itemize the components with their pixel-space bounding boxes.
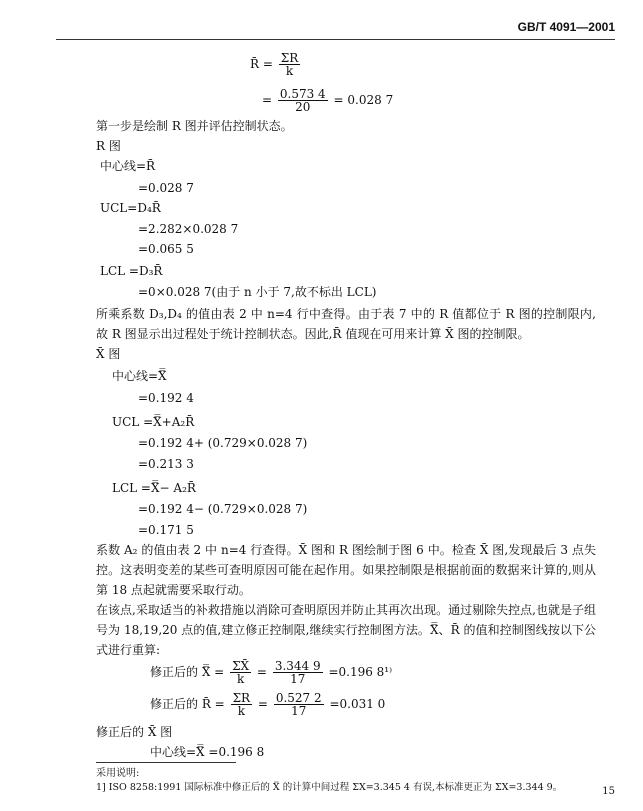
rbar-fraction2 [278,88,328,113]
x-center-value: =0.192 4 [138,391,194,405]
revised-x-fraction2 [273,660,323,685]
footnote-label: 采用说明: [96,768,140,779]
rbar-numerator2: 0.573 4 [279,87,326,101]
r-ucl-label: UCL=D₄R̄ [100,201,161,215]
rbar-eq: = [262,93,273,107]
x-lcl-calc: =0.192 4− (0.729×0.028 7) [138,502,308,516]
r-lcl-label: LCL =D₃R̄ [100,264,163,278]
revised-x-result: =0.196 8¹⁾ [328,665,393,679]
r-chart-title: R 图 [96,139,121,153]
rbar-fraction [279,52,301,77]
r-ucl-calc: =2.282×0.028 7 [138,222,239,236]
x-chart-title: X̄ 图 [96,347,121,361]
step-one-text: 第一步是绘制 R 图并评估控制状态。 [96,119,293,133]
revised-r-numerator: ΣR [232,691,251,705]
revised-r-lhs: 修正后的 R̄ = [150,697,225,711]
revised-r-fraction2 [274,692,324,717]
r-center-value: =0.028 7 [138,181,194,195]
x-lcl-value: =0.171 5 [138,523,194,537]
revised-r-numerator2: 0.527 2 [275,691,322,705]
revised-x-fraction [230,660,251,685]
revised-r-result: =0.031 0 [329,697,386,711]
revised-r-eq: = [257,697,268,711]
revised-r-formula [150,692,385,717]
revised-x-numerator2: 3.344 9 [274,659,321,673]
revised-x-eq: = [256,665,267,679]
paragraph-out-of-control: 系数 A₂ 的值由表 2 中 n=4 行查得。X̄ 图和 R 图绘制于图 6 中。检查 X̄ 图,发现最后 3 点失控。这表明变差的某些可查明原因可能在起作用。如果控制限是根据前面的数据来计算的,则从第 18 点起就需要采取行动。 [96,543,596,597]
paragraph-coefficients: 所乘系数 D₃,D₄ 的值由表 2 中 n=4 行中查得。由于表 7 中的 R 值都位于 R 图的控制限内,故 R 图显示出过程处于统计控制状态。因此,R̄ 值现在可用来计算 X̄ 图的控制限。 [96,307,596,341]
revised-r-denominator2: 17 [291,704,307,718]
page-number: 15 [602,786,615,797]
rbar-formula-line2 [262,88,393,113]
revised-r-denominator: k [237,704,245,718]
x-ucl-calc: =0.192 4+ (0.729×0.028 7) [138,436,308,450]
x-center-label: 中心线=X̿ [112,369,167,383]
x-ucl-label: UCL =X̿+A₂R̄ [112,415,195,429]
paragraph-revision: 在该点,采取适当的补救措施以消除可查明原因并防止其再次出现。通过剔除失控点,也就是子组号为 18,19,20 点的值,建立修正控制限,继续实行控制图方法。X̿、R̄ 的值和控制图线按以下公式进行重算: [96,603,596,657]
x-lcl-label: LCL =X̿− A₂R̄ [112,481,196,495]
header-rule [56,39,615,40]
revised-center-line: 中心线=X̿ =0.196 8 [150,745,265,759]
r-ucl-value: =0.065 5 [138,242,194,256]
footnote-text: 1] ISO 8258:1991 国际标准中修正后的 X̿ 的计算中间过程 ΣX=3.345 4 有误,本标准更正为 ΣX=3.344 9。 [96,782,563,793]
revised-xchart-title: 修正后的 X̄ 图 [96,725,173,739]
revised-r-fraction [231,692,253,717]
revised-x-lhs: 修正后的 X̿ = [150,665,225,679]
rbar-lhs: R̄ = [250,57,273,71]
revised-x-numerator: ΣX̄ [232,659,250,673]
x-ucl-value: =0.213 3 [138,457,194,471]
standard-number: GB/T 4091—2001 [517,20,615,34]
rbar-denominator2: 20 [295,100,311,114]
revised-x-formula [150,660,392,685]
rbar-denominator: k [285,64,294,78]
rbar-numerator: ΣR [280,51,299,65]
rbar-formula [250,52,302,77]
r-lcl-calc: =0×0.028 7(由于 n 小于 7,故不标出 LCL) [138,285,377,299]
rbar-result: = 0.028 7 [333,93,394,107]
r-center-label: 中心线=R̄ [100,159,156,173]
footnote-rule [96,762,236,763]
revised-x-denominator: k [236,672,245,686]
revised-x-denominator2: 17 [290,672,306,686]
